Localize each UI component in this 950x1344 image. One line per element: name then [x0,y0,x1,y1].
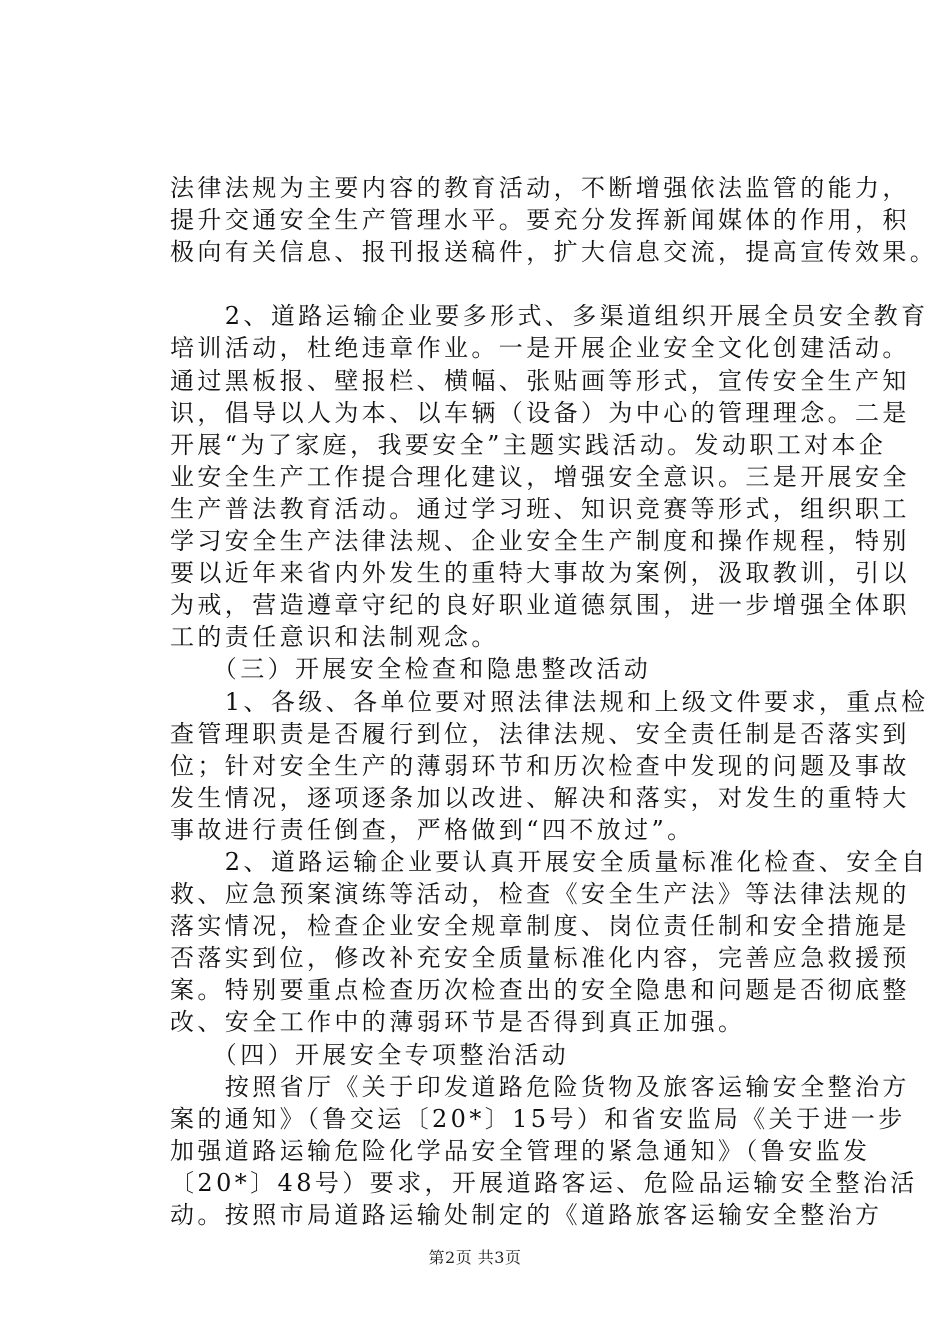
text-line: 业安全生产工作提合理化建议，增强安全意识。三是开展安全 [170,462,910,491]
text-line: 案的通知》（鲁交运〔20*〕15号）和省安监局《关于进一步 [170,1104,906,1133]
text-line: 2、道路运输企业要多形式、多渠道组织开展全员安全教育 [170,302,929,331]
text-line: 改、安全工作中的薄弱环节是否得到真正加强。 [170,1008,746,1037]
text-line: 2、道路运输企业要认真开展安全质量标准化检查、安全自 [170,847,929,876]
text-line: 1、各级、各单位要对照法律法规和上级文件要求，重点检 [170,687,929,716]
text-line: 加强道路运输危险化学品安全管理的紧急通知》（鲁安监发 [170,1136,871,1165]
paragraph-gap [170,268,850,300]
text-line: 提升交通安全生产管理水平。要充分发挥新闻媒体的作用，积 [170,206,910,235]
text-line: 工的责任意识和法制观念。 [170,623,499,652]
text-line: 否落实到位，修改补充安全质量标准化内容，完善应急救援预 [170,944,910,973]
text-line: 落实情况，检查企业安全规章制度、岗位责任制和安全措施是 [170,912,910,941]
text-line: 动。按照市局道路运输处制定的《道路旅客运输安全整治方 [170,1201,883,1229]
text-line: 位；针对安全生产的薄弱环节和历次检查中发现的问题及事故 [170,751,910,780]
text-line: 通过黑板报、壁报栏、横幅、张贴画等形式，宣传安全生产知 [170,366,910,395]
text-line: 〔20*〕48号）要求，开展道路客运、危险品运输安全整治活 [170,1168,918,1197]
text-line: 生产普法教育活动。通过学习班、知识竞赛等形式，组织职工 [170,494,910,523]
text-line: 救、应急预案演练等活动，检查《安全生产法》等法律法规的 [170,880,910,909]
text-line: 开展“为了家庭，我要安全”主题实践活动。发动职工对本企 [170,430,887,459]
text-line: （三）开展安全检查和隐患整改活动 [170,655,652,684]
text-line: 法律法规为主要内容的教育活动，不断增强依法监管的能力， [170,174,910,202]
text-line: 发生情况，逐项逐条加以改进、解决和落实，对发生的重特大 [170,783,910,812]
text-line: 事故进行责任倒查，严格做到“四不放过”。 [170,815,695,844]
page-number-footer: 第2页 共3页 [428,1248,522,1267]
text-line: 极向有关信息、报刊报送稿件，扩大信息交流，提高宣传效果。 [170,238,938,267]
document-body [170,172,938,1231]
text-line: 按照省厅《关于印发道路危险货物及旅客运输安全整治方 [170,1072,910,1101]
text-line: 案。特别要重点检查历次检查出的安全隐患和问题是否彻底整 [170,976,910,1005]
text-line: 为戒，营造遵章守纪的良好职业道德氛围，进一步增强全体职 [170,591,910,620]
text-line: 培训活动，杜绝违章作业。一是开展企业安全文化创建活动。 [170,334,910,363]
text-line: 学习安全生产法律法规、企业安全生产制度和操作规程，特别 [170,527,910,556]
text-line: 要以近年来省内外发生的重特大事故为案例，汲取教训，引以 [170,559,910,588]
text-line: （四）开展安全专项整治活动 [170,1040,569,1069]
text-line: 查管理职责是否履行到位，法律法规、安全责任制是否落实到 [170,719,910,748]
text-line: 识，倡导以人为本、以车辆（设备）为中心的管理理念。二是 [170,398,910,427]
